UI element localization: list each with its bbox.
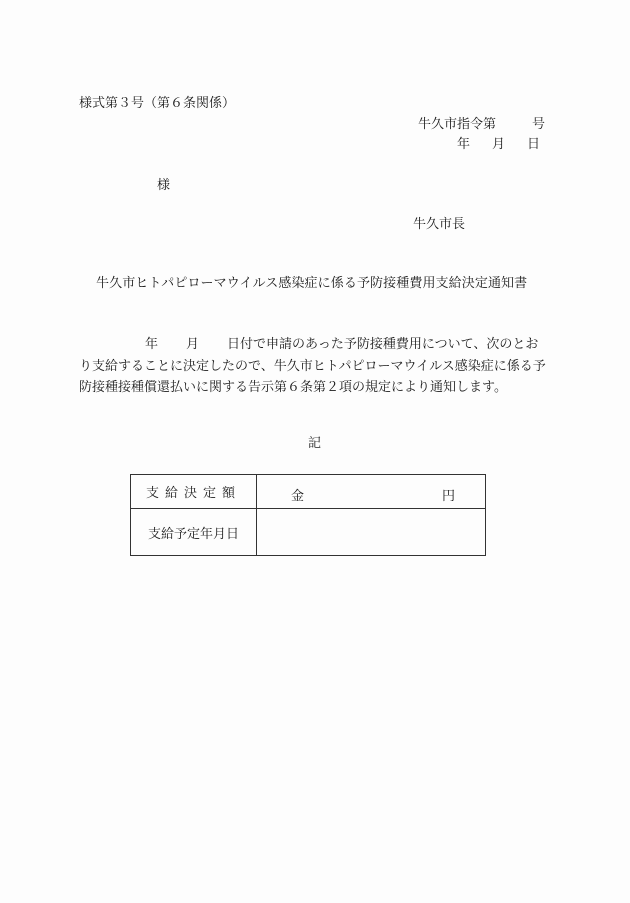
date-day: 日 [527, 137, 541, 152]
addressee-honorific: 様 [157, 178, 171, 193]
payment-table [130, 474, 486, 556]
amount-unit: 円 [441, 489, 455, 504]
document-title: 牛久市ヒトパピローマウイルス感染症に係る予防接種費用支給決定通知書 [96, 276, 528, 291]
table-row [131, 509, 486, 556]
reference-number-line [418, 118, 545, 131]
date-year: 年 [457, 137, 471, 152]
reference-suffix: 号 [532, 117, 546, 132]
sender-name: 牛久市長 [413, 217, 466, 232]
payment-date-label: 支給予定年月日 [131, 509, 257, 556]
document-body [79, 334, 551, 399]
body-year: 年 [145, 337, 159, 352]
payment-date-cell [257, 509, 486, 556]
reference-prefix: 牛久市指令第 [418, 117, 497, 132]
amount-prefix: 金 [291, 489, 305, 504]
issue-date-line [457, 138, 540, 151]
date-month: 月 [492, 137, 506, 152]
body-text: 日付で申請のあった予防接種費用について、次のとおり支給することに決定したので、牛久市ヒトパピローマウイルス感染症に係る予防接種接種償還払いに関する告示第６条第２項の規定により通知します。 [79, 337, 546, 395]
form-number: 様式第３号（第６条関係） [79, 96, 236, 111]
body-month: 月 [186, 337, 200, 352]
payment-amount-label: 支給決定額 [131, 475, 257, 509]
payment-amount-cell [257, 475, 486, 509]
note-heading: 記 [308, 436, 322, 451]
table-row [131, 475, 486, 509]
